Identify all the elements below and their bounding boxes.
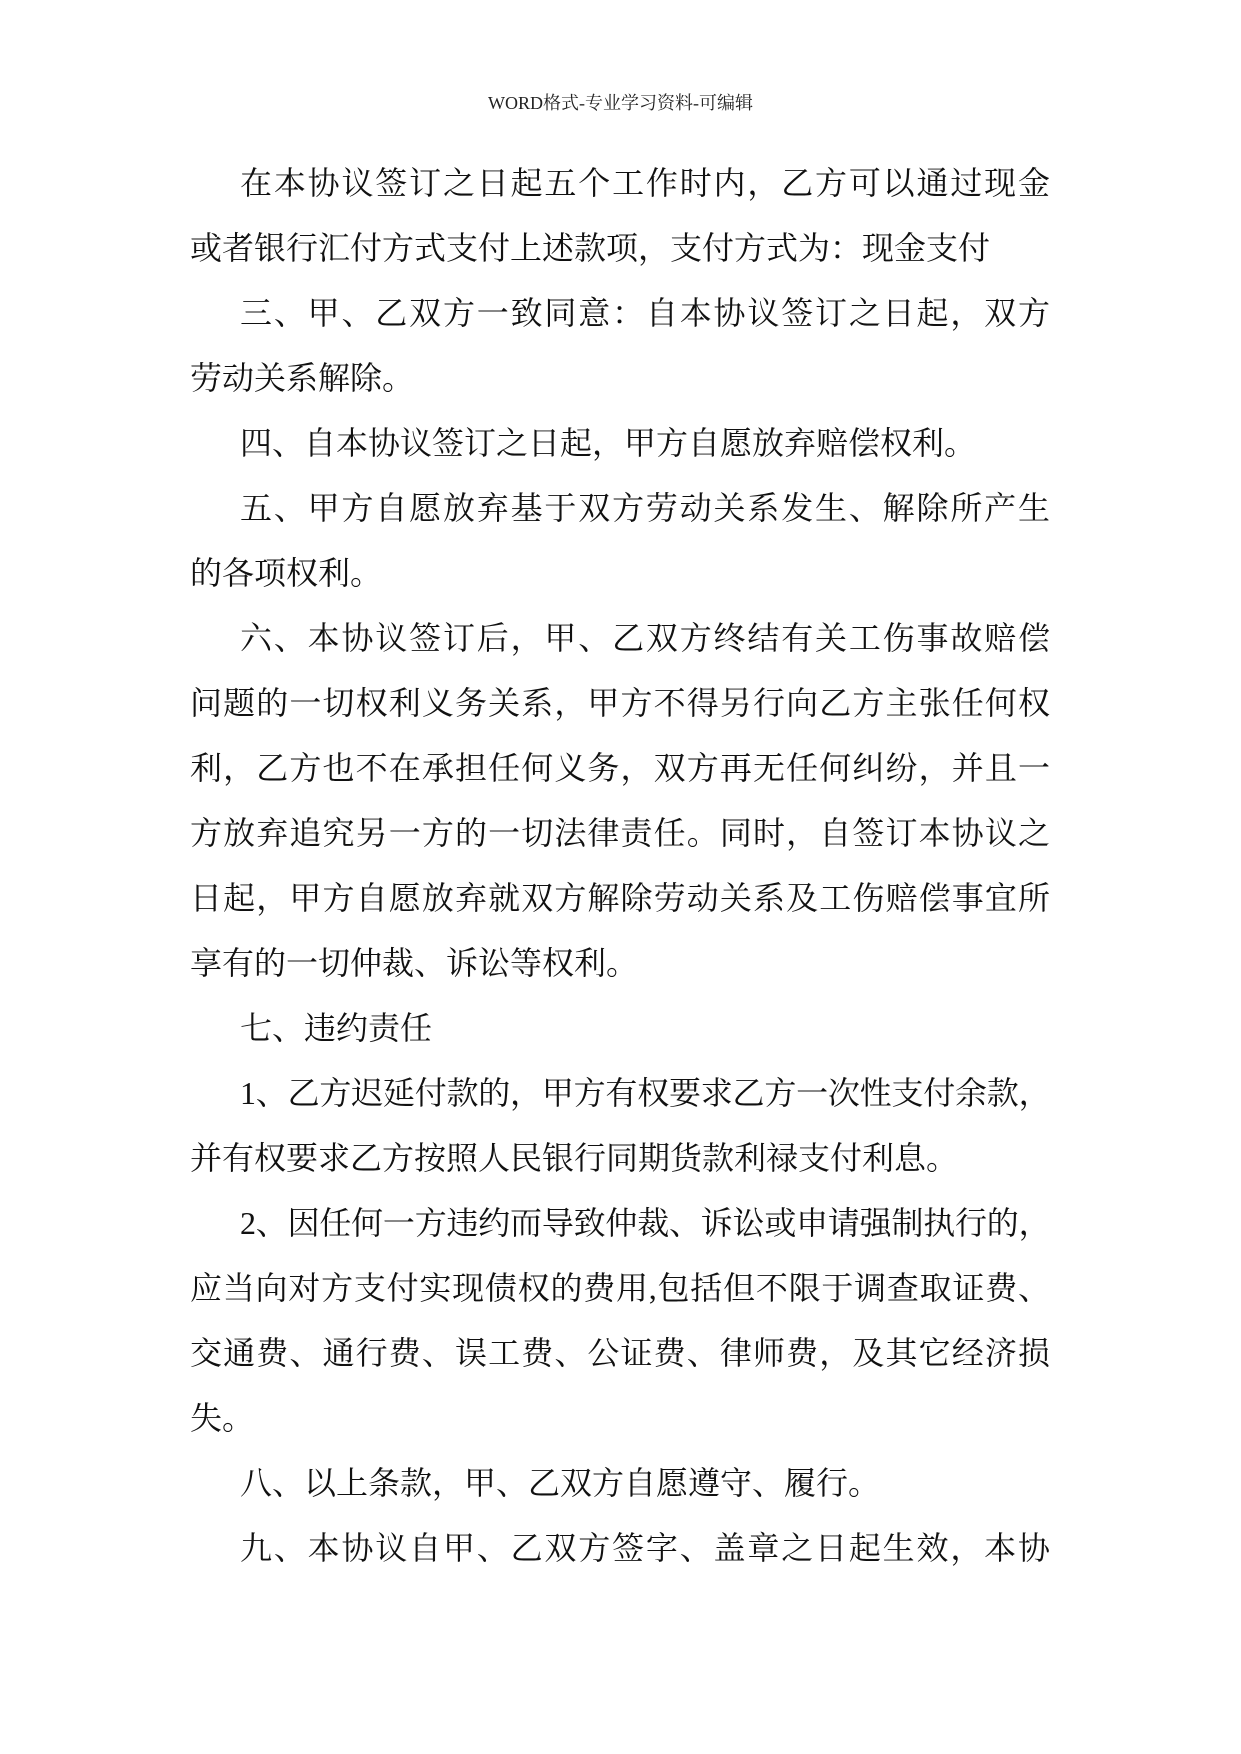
clause-3-paragraph [190, 281, 1050, 411]
clause-7-item-2 [190, 1191, 1050, 1451]
text-line: 享有的一切仲裁、诉讼等权利。 [190, 945, 639, 981]
text-line: 或者银行汇付方式支付上述款项，支付方式为：现金支付 [190, 230, 991, 266]
text-line: 应当向对方支付实现债权的费用,包括但不限于调查取证费、 [190, 1270, 1050, 1306]
text-line: 在本协议签订之日起五个工作时内，乙方可以通过现金 [240, 165, 1050, 201]
clause-4-paragraph [190, 411, 1050, 476]
text-line: 九、本协议自甲、乙双方签字、盖章之日起生效，本协 [240, 1530, 1050, 1566]
text-line: 交通费、通行费、误工费、公证费、律师费，及其它经济损 [190, 1335, 1050, 1371]
text-line: 问题的一切权利义务关系，甲方不得另行向乙方主张任何权 [190, 685, 1050, 721]
text-line: 劳动关系解除。 [190, 360, 415, 396]
page-header: WORD格式-专业学习资料-可编辑 [488, 93, 753, 113]
text-line: 并有权要求乙方按照人民银行同期货款利禄支付利息。 [190, 1140, 959, 1176]
document-body [190, 151, 1050, 1581]
text-line: 失。 [190, 1400, 255, 1436]
text-line: 的各项权利。 [190, 555, 383, 591]
clause-7-item-1 [190, 1061, 1050, 1191]
clause-6-paragraph [190, 606, 1050, 996]
text-line: 1、乙方迟延付款的，甲方有权要求乙方一次性支付余款， [240, 1075, 1050, 1111]
text-line: 利，乙方也不在承担任何义务，双方再无任何纠纷，并且一 [190, 750, 1050, 786]
clause-7-heading [190, 996, 1050, 1061]
text-line: 四、自本协议签订之日起，甲方自愿放弃赔偿权利。 [240, 425, 977, 461]
clause-8-paragraph [190, 1451, 1050, 1516]
clause-5-paragraph [190, 476, 1050, 606]
text-line: 日起，甲方自愿放弃就双方解除劳动关系及工伤赔偿事宜所 [190, 880, 1050, 916]
text-line: 方放弃追究另一方的一切法律责任。同时，自签订本协议之 [190, 815, 1050, 851]
payment-method-paragraph [190, 151, 1050, 281]
text-line: 八、以上条款，甲、乙双方自愿遵守、履行。 [240, 1465, 881, 1501]
clause-9-paragraph [190, 1516, 1050, 1581]
text-line: 七、违约责任 [240, 1010, 433, 1046]
text-line: 五、甲方自愿放弃基于双方劳动关系发生、解除所产生 [240, 490, 1050, 526]
text-line: 2、因任何一方违约而导致仲裁、诉讼或申请强制执行的， [240, 1205, 1050, 1241]
text-line: 三、甲、乙双方一致同意：自本协议签订之日起，双方 [240, 295, 1050, 331]
text-line: 六、本协议签订后，甲、乙双方终结有关工伤事故赔偿 [240, 620, 1050, 656]
